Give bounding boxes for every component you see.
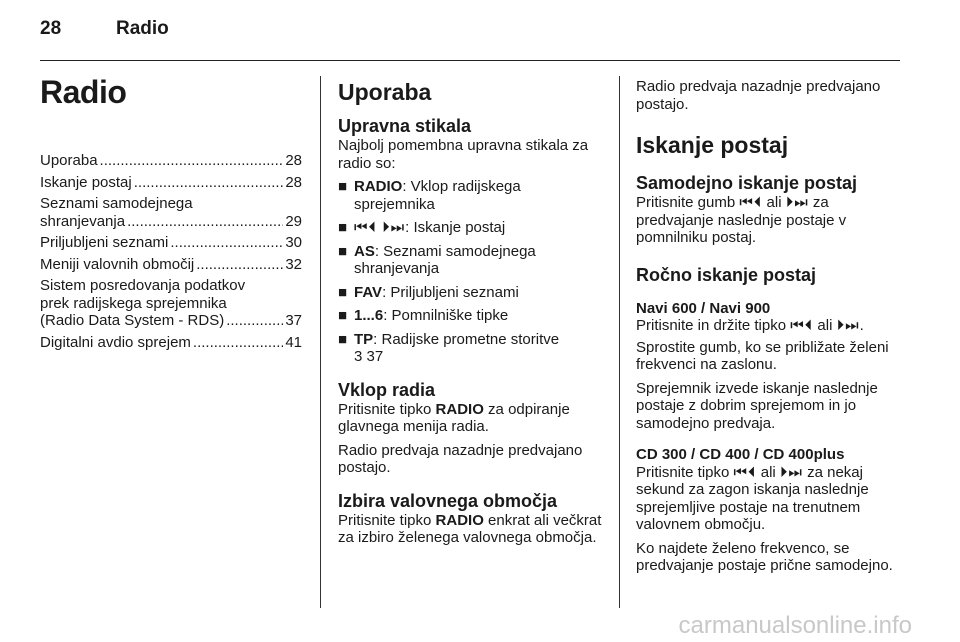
bullet-item: ■ TP: Radijske prometne storitve 3 37	[338, 330, 560, 365]
toc-leader	[134, 174, 284, 192]
subheading-samodejno-iskanje: Samodejno iskanje postaj	[636, 173, 858, 193]
cross-reference-link[interactable]: 3 37	[354, 348, 384, 365]
paragraph: Najbolj pomembna upravna stikala za radio so:	[338, 137, 589, 172]
subheading-izbira-valovnega-obmocja: Izbira valovnega območja	[338, 490, 558, 511]
seek-forward-icon: ⏵⏭	[785, 194, 809, 211]
paragraph: Pritisnite gumb ⏮⏴ ali ⏵⏭ za predvajanje naslednje postaje v pomnilniku postaj.	[636, 194, 847, 246]
page-number: 28	[40, 18, 62, 39]
seek-forward-icon: ⏵⏭	[836, 317, 860, 334]
bullet-item: ■ RADIO: Vklop radijskega sprejemnika	[338, 178, 521, 213]
toc-leader	[226, 312, 283, 330]
bullet-item: ■ AS: Seznami samodejnega shranjevanja	[338, 242, 536, 277]
toc-leader	[193, 334, 283, 352]
paragraph: Sprejemnik izvede iskanje naslednje postaje z dobrim sprejemom in jo samodejno predvaja.	[636, 379, 878, 432]
bullet-marker: ■	[338, 330, 348, 348]
toc-item[interactable]: Uporaba ..... 28	[40, 152, 302, 170]
bullet-marker: ■	[338, 283, 348, 301]
header-section-title: Radio	[116, 18, 169, 39]
column-3	[636, 72, 904, 575]
toc-item[interactable]: Priljubljeni seznami ..... 30	[40, 234, 302, 252]
bullet-item: ■ 1...6: Pomnilniške tipke	[338, 307, 509, 324]
subheading-upravna-stikala: Upravna stikala	[338, 116, 472, 136]
bullet-item: ■ FAV: Priljubljeni seznami	[338, 283, 519, 301]
table-of-contents	[40, 152, 302, 351]
paragraph: Pritisnite tipko RADIO za odpiranje glavnega menija radia.	[338, 400, 570, 435]
subheading-vklop-radia: Vklop radia	[338, 379, 436, 400]
chapter-title: Radio	[40, 74, 127, 110]
seek-buttons-icon: ⏮⏴ ⏵⏭	[354, 219, 406, 236]
subheading-rocno-iskanje: Ročno iskanje postaj	[636, 264, 817, 285]
paragraph: Pritisnite tipko RADIO enkrat ali večkrat za izbiro želenega valovnega območja.	[338, 511, 602, 546]
paragraph: Ko najdete želeno frekvenco, se predvajanje postaje prične samodejno.	[636, 539, 893, 574]
toc-item[interactable]: Sistem posredovanja podatkov prek radijskega sprejemnika (Radio Data System - RDS) ..... 37	[40, 277, 302, 330]
column-2	[338, 72, 604, 547]
subheading-navi: Navi 600 / Navi 900	[636, 299, 771, 317]
bullet-marker: ■	[338, 307, 348, 324]
toc-leader	[100, 152, 284, 170]
seek-forward-icon: ⏵⏭	[779, 463, 803, 481]
subheading-cd: CD 300 / CD 400 / CD 400plus	[636, 446, 845, 463]
toc-leader	[127, 213, 283, 231]
toc-leader	[170, 234, 283, 252]
paragraph: Pritisnite in držite tipko ⏮⏴ ali ⏵⏭.	[636, 317, 864, 334]
seek-back-icon: ⏮⏴	[733, 463, 757, 481]
paragraph: Radio predvaja nazadnje predvajano postajo.	[338, 441, 583, 476]
toc-leader	[196, 256, 283, 274]
header-rule	[40, 60, 900, 61]
toc-item[interactable]: Seznami samodejnega shranjevanja ..... 29	[40, 195, 302, 230]
column-divider-1	[320, 76, 321, 608]
seek-back-icon: ⏮⏴	[739, 194, 763, 211]
paragraph: Sprostite gumb, ko se približate želeni frekvenci na zaslonu.	[636, 338, 889, 373]
section-heading-uporaba: Uporaba	[338, 79, 432, 105]
toc-item[interactable]: Meniji valovnih območij ..... 32	[40, 256, 302, 274]
paragraph: Radio predvaja nazadnje predvajano postajo.	[636, 78, 881, 113]
bullet-marker: ■	[338, 178, 348, 195]
column-1	[40, 72, 302, 355]
toc-item[interactable]: Digitalni avdio sprejem ..... 41	[40, 334, 302, 352]
toc-item[interactable]: Iskanje postaj ..... 28	[40, 174, 302, 192]
seek-back-icon: ⏮⏴	[790, 317, 814, 334]
section-heading-iskanje-postaj: Iskanje postaj	[636, 132, 789, 158]
bullet-marker: ■	[338, 219, 348, 236]
bullet-item: ■ ⏮⏴ ⏵⏭: Iskanje postaj	[338, 219, 506, 236]
column-divider-2	[619, 76, 620, 608]
bullet-marker: ■	[338, 242, 348, 260]
watermark: carmanualsonline.info	[678, 612, 912, 639]
paragraph: Pritisnite tipko ⏮⏴ ali ⏵⏭ za nekaj sekund za zagon iskanja naslednje sprejemljive postaje na trenutnem valovnem območju.	[636, 463, 869, 533]
